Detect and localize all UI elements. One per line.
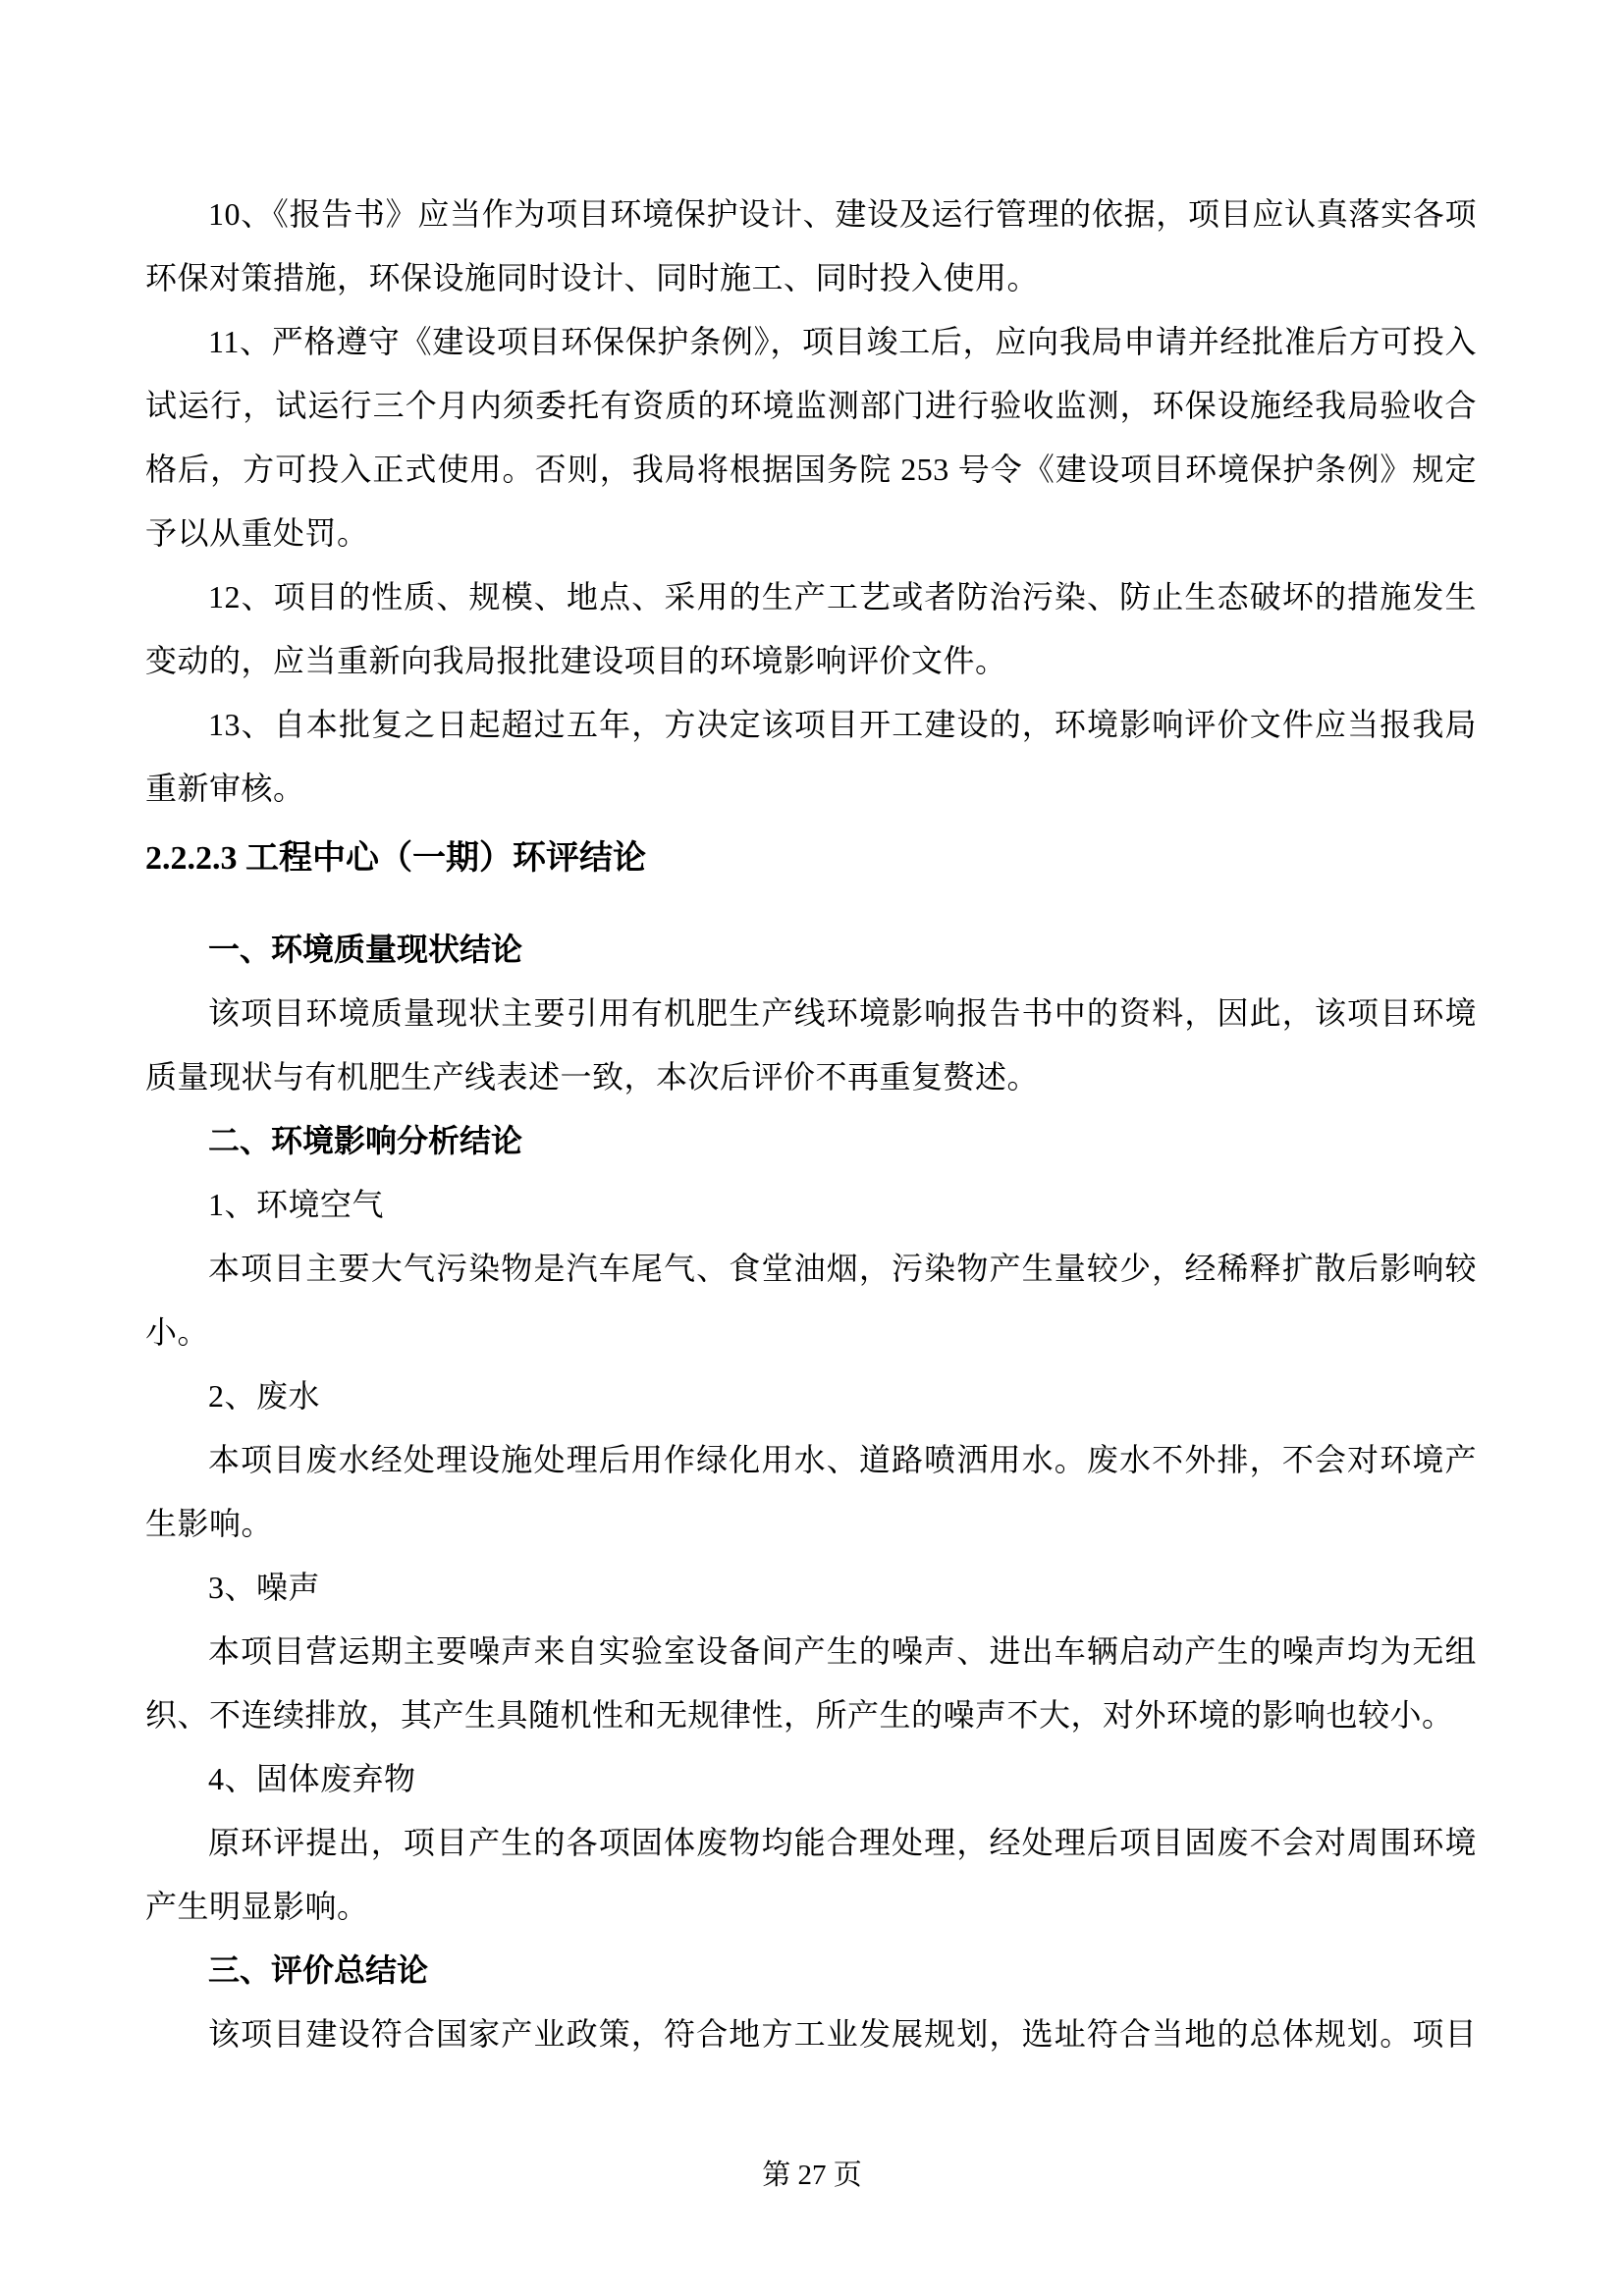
list-heading-3: 3、噪声 bbox=[208, 1570, 321, 1605]
paragraph: 该项目建设符合国家产业政策，符合地方工业发展规划，选址符合当地的总体规划。项目 bbox=[208, 2016, 1477, 2052]
section-heading: 2.2.2.3 工程中心（一期）环评结论 bbox=[145, 840, 646, 877]
paragraph-item-12: 12、项目的性质、规模、地点、采用的生产工艺或者防治污染、防止生态破坏的措施发生变动的，应当重新向我局报批建设项目的环境影响评价文件。 bbox=[145, 579, 1477, 678]
list-heading-4: 4、固体废弃物 bbox=[208, 1761, 416, 1796]
paragraph: 本项目废水经处理设施处理后用作绿化用水、道路喷洒用水。废水不外排，不会对环境产生影响。 bbox=[145, 1442, 1477, 1541]
paragraph: 该项目环境质量现状主要引用有机肥生产线环境影响报告书中的资料，因此，该项目环境质量现状与有机肥生产线表述一致，本次后评价不再重复赘述。 bbox=[145, 995, 1477, 1095]
paragraph: 本项目主要大气污染物是汽车尾气、食堂油烟，污染物产生量较少，经稀释扩散后影响较小。 bbox=[145, 1251, 1477, 1350]
paragraph-item-13: 13、自本批复之日起超过五年，方决定该项目开工建设的，环境影响评价文件应当报我局重新审核。 bbox=[145, 707, 1477, 806]
subsection-heading-3: 三、评价总结论 bbox=[208, 1952, 429, 1988]
list-heading-2: 2、废水 bbox=[208, 1378, 321, 1414]
page-footer bbox=[0, 2156, 1624, 2195]
subsection-heading-2: 二、环境影响分析结论 bbox=[208, 1123, 523, 1158]
paragraph: 原环评提出，项目产生的各项固体废物均能合理处理，经处理后项目固废不会对周围环境产生明显影响。 bbox=[145, 1825, 1477, 1924]
document-body bbox=[145, 183, 1477, 2066]
paragraph: 本项目营运期主要噪声来自实验室设备间产生的噪声、进出车辆启动产生的噪声均为无组织、不连续排放，其产生具随机性和无规律性，所产生的噪声不大，对外环境的影响也较小。 bbox=[145, 1633, 1477, 1733]
list-heading-1: 1、环境空气 bbox=[208, 1187, 385, 1222]
paragraph-item-11: 11、严格遵守《建设项目环保保护条例》，项目竣工后，应向我局申请并经批准后方可投入试运行，试运行三个月内须委托有资质的环境监测部门进行验收监测，环保设施经我局验收合格后，方可投入正式使用。否则，我局将根据国务院 253 号令《建设项目环境保护条例》规定予以从重处罚。 bbox=[145, 324, 1477, 551]
subsection-heading-1: 一、环境质量现状结论 bbox=[208, 932, 523, 967]
paragraph-item-10: 10、《报告书》应当作为项目环境保护设计、建设及运行管理的依据，项目应认真落实各项环保对策措施，环保设施同时设计、同时施工、同时投入使用。 bbox=[145, 196, 1477, 295]
page-number: 第 27 页 bbox=[762, 2160, 862, 2191]
